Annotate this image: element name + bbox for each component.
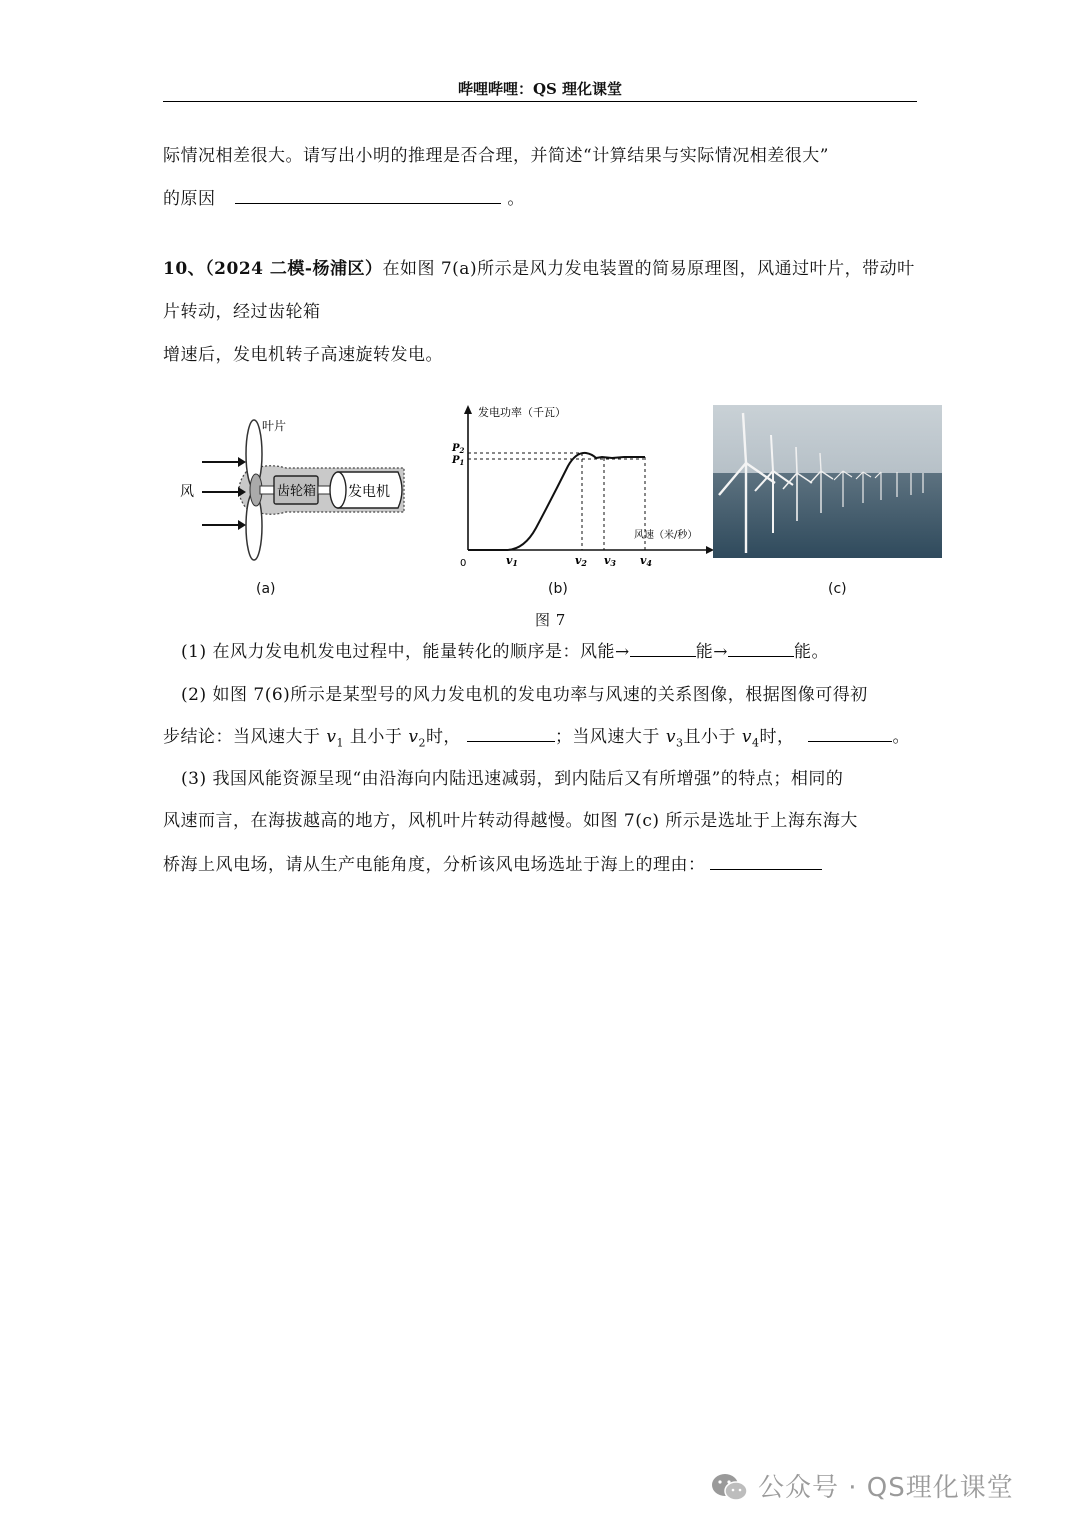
prev-line-2-end: 。 <box>507 189 525 209</box>
v2-symbol: v <box>408 727 419 747</box>
wechat-icon <box>710 1472 750 1502</box>
q2-line-2 <box>163 722 910 749</box>
header-rule <box>163 101 917 102</box>
prev-line-2-text: 的原因 <box>163 189 216 209</box>
q2-blank-1[interactable] <box>467 727 555 742</box>
p2-tick: $P_2$ <box>452 443 465 455</box>
v4-sub: 4 <box>751 736 760 750</box>
v3-tick: v3 <box>604 554 616 568</box>
v4-tick: v4 <box>640 554 652 568</box>
figure-a-diagram <box>176 412 416 572</box>
figure-b-chart <box>444 400 714 575</box>
origin-label: 0 <box>460 558 467 569</box>
q10-text-1: 在如图 7(a)所示是风力发电装置的简易原理图，风通过叶片，带动叶 <box>382 259 915 279</box>
v2-tick: v2 <box>575 554 587 568</box>
power-curve <box>468 453 645 550</box>
q10-line-1 <box>163 254 915 279</box>
q1-line <box>181 637 829 662</box>
figure-b-label: (b) <box>548 581 568 597</box>
q1-blank-1[interactable] <box>630 642 696 657</box>
v4-symbol: v <box>741 727 752 747</box>
watermark <box>710 1467 1014 1504</box>
q2-text-7: 。 <box>892 727 910 747</box>
v2-sub: 2 <box>418 736 426 750</box>
figure-a-label: (a) <box>256 581 276 597</box>
v3-sub: 3 <box>675 736 684 750</box>
q3-line-2: 风速而言，在海拔越高的地方，风机叶片转动得越慢。如图 7(c) 所示是选址于上海东海大 <box>163 811 858 831</box>
x-axis-label: 风速（米/秒） <box>634 530 698 541</box>
figure-c-label: (c) <box>828 581 847 597</box>
prev-line-2 <box>163 184 525 209</box>
q2-text-6: 时， <box>759 727 795 747</box>
p1-tick: $P_1$ <box>452 455 465 467</box>
v1-sub: 1 <box>336 736 345 750</box>
q10-line-3: 增速后，发电机转子高速旋转发电。 <box>163 345 443 365</box>
figure-c-photo <box>713 405 942 558</box>
q2-text-3: 时， <box>425 727 461 747</box>
y-axis-label: 发电功率（千瓦） <box>478 406 566 419</box>
answer-blank[interactable] <box>235 189 501 204</box>
q1-blank-2[interactable] <box>728 642 794 657</box>
prev-line-1: 际情况相差很大。请写出小明的推理是否合理，并简述“计算结果与实际情况相差很大” <box>163 146 829 166</box>
q2-text-5: 且小于 <box>683 727 742 747</box>
q3-line-1: (3) 我国风能资源呈现“由沿海向内陆迅速减弱，到内陆后又有所增强”的特点；相同的 <box>181 769 844 789</box>
wind-label: 风 <box>180 484 194 500</box>
q1-text-a: (1) 在风力发电机发电过程中，能量转化的顺序是：风能→ <box>181 642 630 662</box>
q10-number: 10、（2024 二模-杨浦区） <box>163 259 383 279</box>
q1-text-b: 能→ <box>695 642 728 662</box>
page-header: 哔哩哔哩：QS 理化课堂 <box>457 80 623 98</box>
q2-line-1: (2) 如图 7(6)所示是某型号的风力发电机的发电功率与风速的关系图像，根据图像可得初 <box>181 685 868 705</box>
q2-text-4: ；当风速大于 <box>554 727 666 747</box>
watermark-text: 公众号 · QS理化课堂 <box>758 1473 1014 1503</box>
q3-blank[interactable] <box>710 855 822 870</box>
figure-caption: 图 7 <box>535 611 566 629</box>
v1-tick: v1 <box>506 554 518 568</box>
v1-symbol: v <box>326 727 337 747</box>
q2-text-2: 且小于 <box>344 727 409 747</box>
q2-blank-2[interactable] <box>808 727 892 742</box>
v3-symbol: v <box>665 727 676 747</box>
q3-text-3: 桥海上风电场，请从生产电能角度，分析该风电场选址于海上的理由： <box>163 855 706 875</box>
q2-text-1: 步结论：当风速大于 <box>163 727 327 747</box>
generator-label: 发电机 <box>348 484 390 500</box>
q3-line-3 <box>163 850 822 875</box>
q1-text-c: 能。 <box>793 642 829 662</box>
q10-line-2: 片转动，经过齿轮箱 <box>163 302 321 322</box>
blade-label: 叶片 <box>262 419 287 433</box>
gearbox-label: 齿轮箱 <box>277 484 317 499</box>
